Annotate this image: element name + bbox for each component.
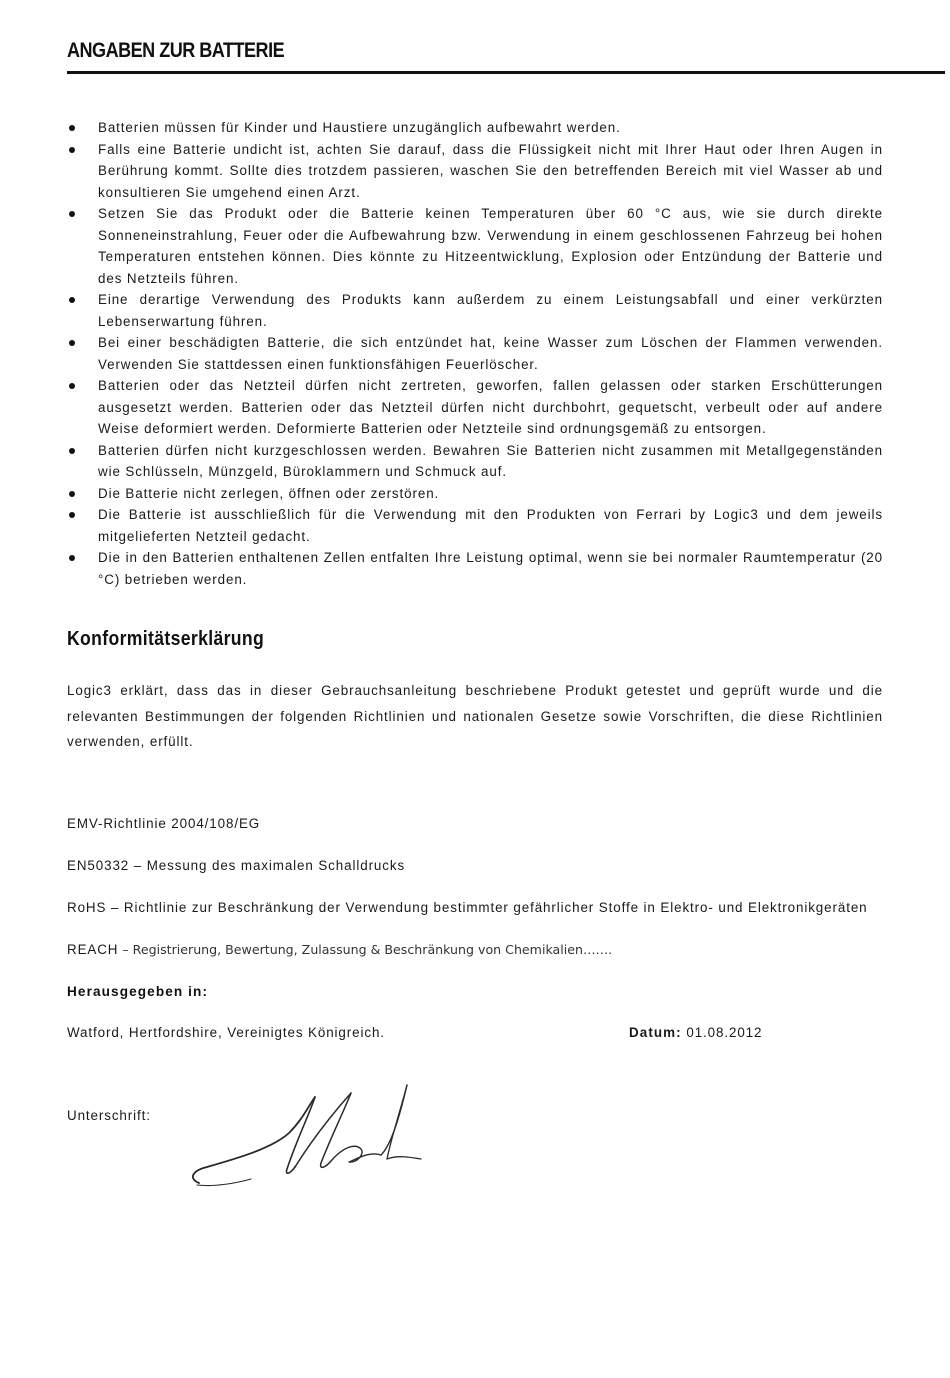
- conformity-heading: Konformitätserklärung: [67, 628, 265, 650]
- bullet-icon: [69, 512, 75, 518]
- list-item-text: Batterien müssen für Kinder und Haustiere unzugänglich aufbewahrt werden.: [98, 120, 621, 135]
- bullet-icon: [69, 555, 75, 561]
- bullet-icon: [69, 147, 75, 153]
- handwritten-signature: [185, 1075, 430, 1195]
- issued-place: Watford, Hertfordshire, Vereinigtes Königreich.: [67, 1025, 385, 1040]
- bullet-icon: [69, 297, 75, 303]
- list-item: [67, 117, 883, 139]
- bullet-icon: [69, 211, 75, 217]
- list-item: [67, 332, 883, 375]
- battery-safety-list: [67, 117, 883, 590]
- directive-reach: [67, 942, 612, 957]
- list-item: [67, 139, 883, 204]
- signature-label: Unterschrift:: [67, 1108, 151, 1123]
- directive-en50332: EN50332 – Messung des maximalen Schalldrucks: [67, 858, 406, 873]
- bullet-icon: [69, 448, 75, 454]
- list-item: [67, 375, 883, 440]
- bullet-icon: [69, 340, 75, 346]
- list-item-text: Die in den Batterien enthaltenen Zellen entfalten Ihre Leistung optimal, wenn sie bei normaler Raumtemperatur (20 °C) betrieben werden.: [98, 550, 883, 587]
- date-block: [629, 1025, 762, 1040]
- page-header: [67, 38, 945, 64]
- issued-label: Herausgegeben in:: [67, 984, 209, 999]
- directive-reach-key: REACH: [67, 942, 119, 957]
- list-item-text: Bei einer beschädigten Batterie, die sich entzündet hat, keine Wasser zum Löschen der Flammen verwenden. Verwenden Sie stattdessen einen funktionsfähigen Feuerlöscher.: [98, 335, 883, 372]
- list-item-text: Eine derartige Verwendung des Produkts kann außerdem zu einem Leistungsabfall und einer verkürzten Lebenserwartung führen.: [98, 292, 883, 329]
- list-item: [67, 547, 883, 590]
- list-item: [67, 504, 883, 547]
- bullet-icon: [69, 383, 75, 389]
- list-item-text: Die Batterie nicht zerlegen, öffnen oder zerstören.: [98, 485, 440, 501]
- date-value: 01.08.2012: [686, 1025, 763, 1040]
- directive-rohs: RoHS – Richtlinie zur Beschränkung der Verwendung bestimmter gefährlicher Stoffe in Elektro- und Elektronikgeräten: [67, 900, 868, 915]
- list-item: [67, 203, 883, 289]
- header-divider: [67, 71, 945, 74]
- list-item: [67, 440, 883, 483]
- list-item: [67, 483, 883, 505]
- conformity-paragraph: Logic3 erklärt, dass das in dieser Gebrauchsanleitung beschriebene Produkt getestet und geprüft wurde und die relevanten Bestimmungen der folgenden Richtlinien und nationalen Gesetze sowie Vorschriften, die diese Richtlinien verwenden, erfüllt.: [67, 683, 883, 749]
- list-item-text: Die Batterie ist ausschließlich für die Verwendung mit den Produkten von Ferrari by Logic3 und dem jeweils mitgelieferten Netzteil gedacht.: [98, 507, 883, 544]
- directive-emv: EMV-Richtlinie 2004/108/EG: [67, 816, 261, 831]
- list-item-text: Setzen Sie das Produkt oder die Batterie keinen Temperaturen über 60 °C aus, wie sie durch direkte Sonneneinstrahlung, Feuer oder die Aufbewahrung bzw. Verwendung in einem geschlossenen Fahrzeug bei hohen Temperaturen entstehen können. Dies könnte zu Hitzeentwicklung, Explosion oder Entzündung der Batterie und des Netzteils führen.: [98, 206, 883, 286]
- list-item-text: Falls eine Batterie undicht ist, achten Sie darauf, dass die Flüssigkeit nicht mit Ihrer Haut oder Ihren Augen in Berührung kommt. Sollte dies trotzdem passieren, waschen Sie den betreffenden Bereich mit viel Wasser ab und konsultieren Sie umgehend einen Arzt.: [98, 141, 883, 200]
- bullet-icon: [69, 491, 75, 497]
- page-title: ANGABEN ZUR BATTERIE: [67, 39, 285, 62]
- bullet-icon: [69, 125, 75, 131]
- date-label: Datum:: [629, 1025, 682, 1040]
- list-item-text: Batterien dürfen nicht kurzgeschlossen werden. Bewahren Sie Batterien nicht zusammen mit Metallgegenständen wie Schlüsseln, Münzgeld, Büroklammern und Schmuck auf.: [98, 442, 883, 479]
- list-item: [67, 289, 883, 332]
- directive-reach-description: – Registrierung, Bewertung, Zulassung & Beschränkung von Chemikalien…….: [118, 942, 613, 957]
- list-item-text: Batterien oder das Netzteil dürfen nicht zertreten, geworfen, fallen gelassen oder starken Erschütterungen ausgesetzt werden. Batterien oder das Netzteil dürfen nicht durchbohrt, gequetscht, verbeult oder auf andere Weise deformiert werden. Deformierte Batterien oder Netzteile sind ordnungsgemäß zu entsorgen.: [98, 378, 883, 436]
